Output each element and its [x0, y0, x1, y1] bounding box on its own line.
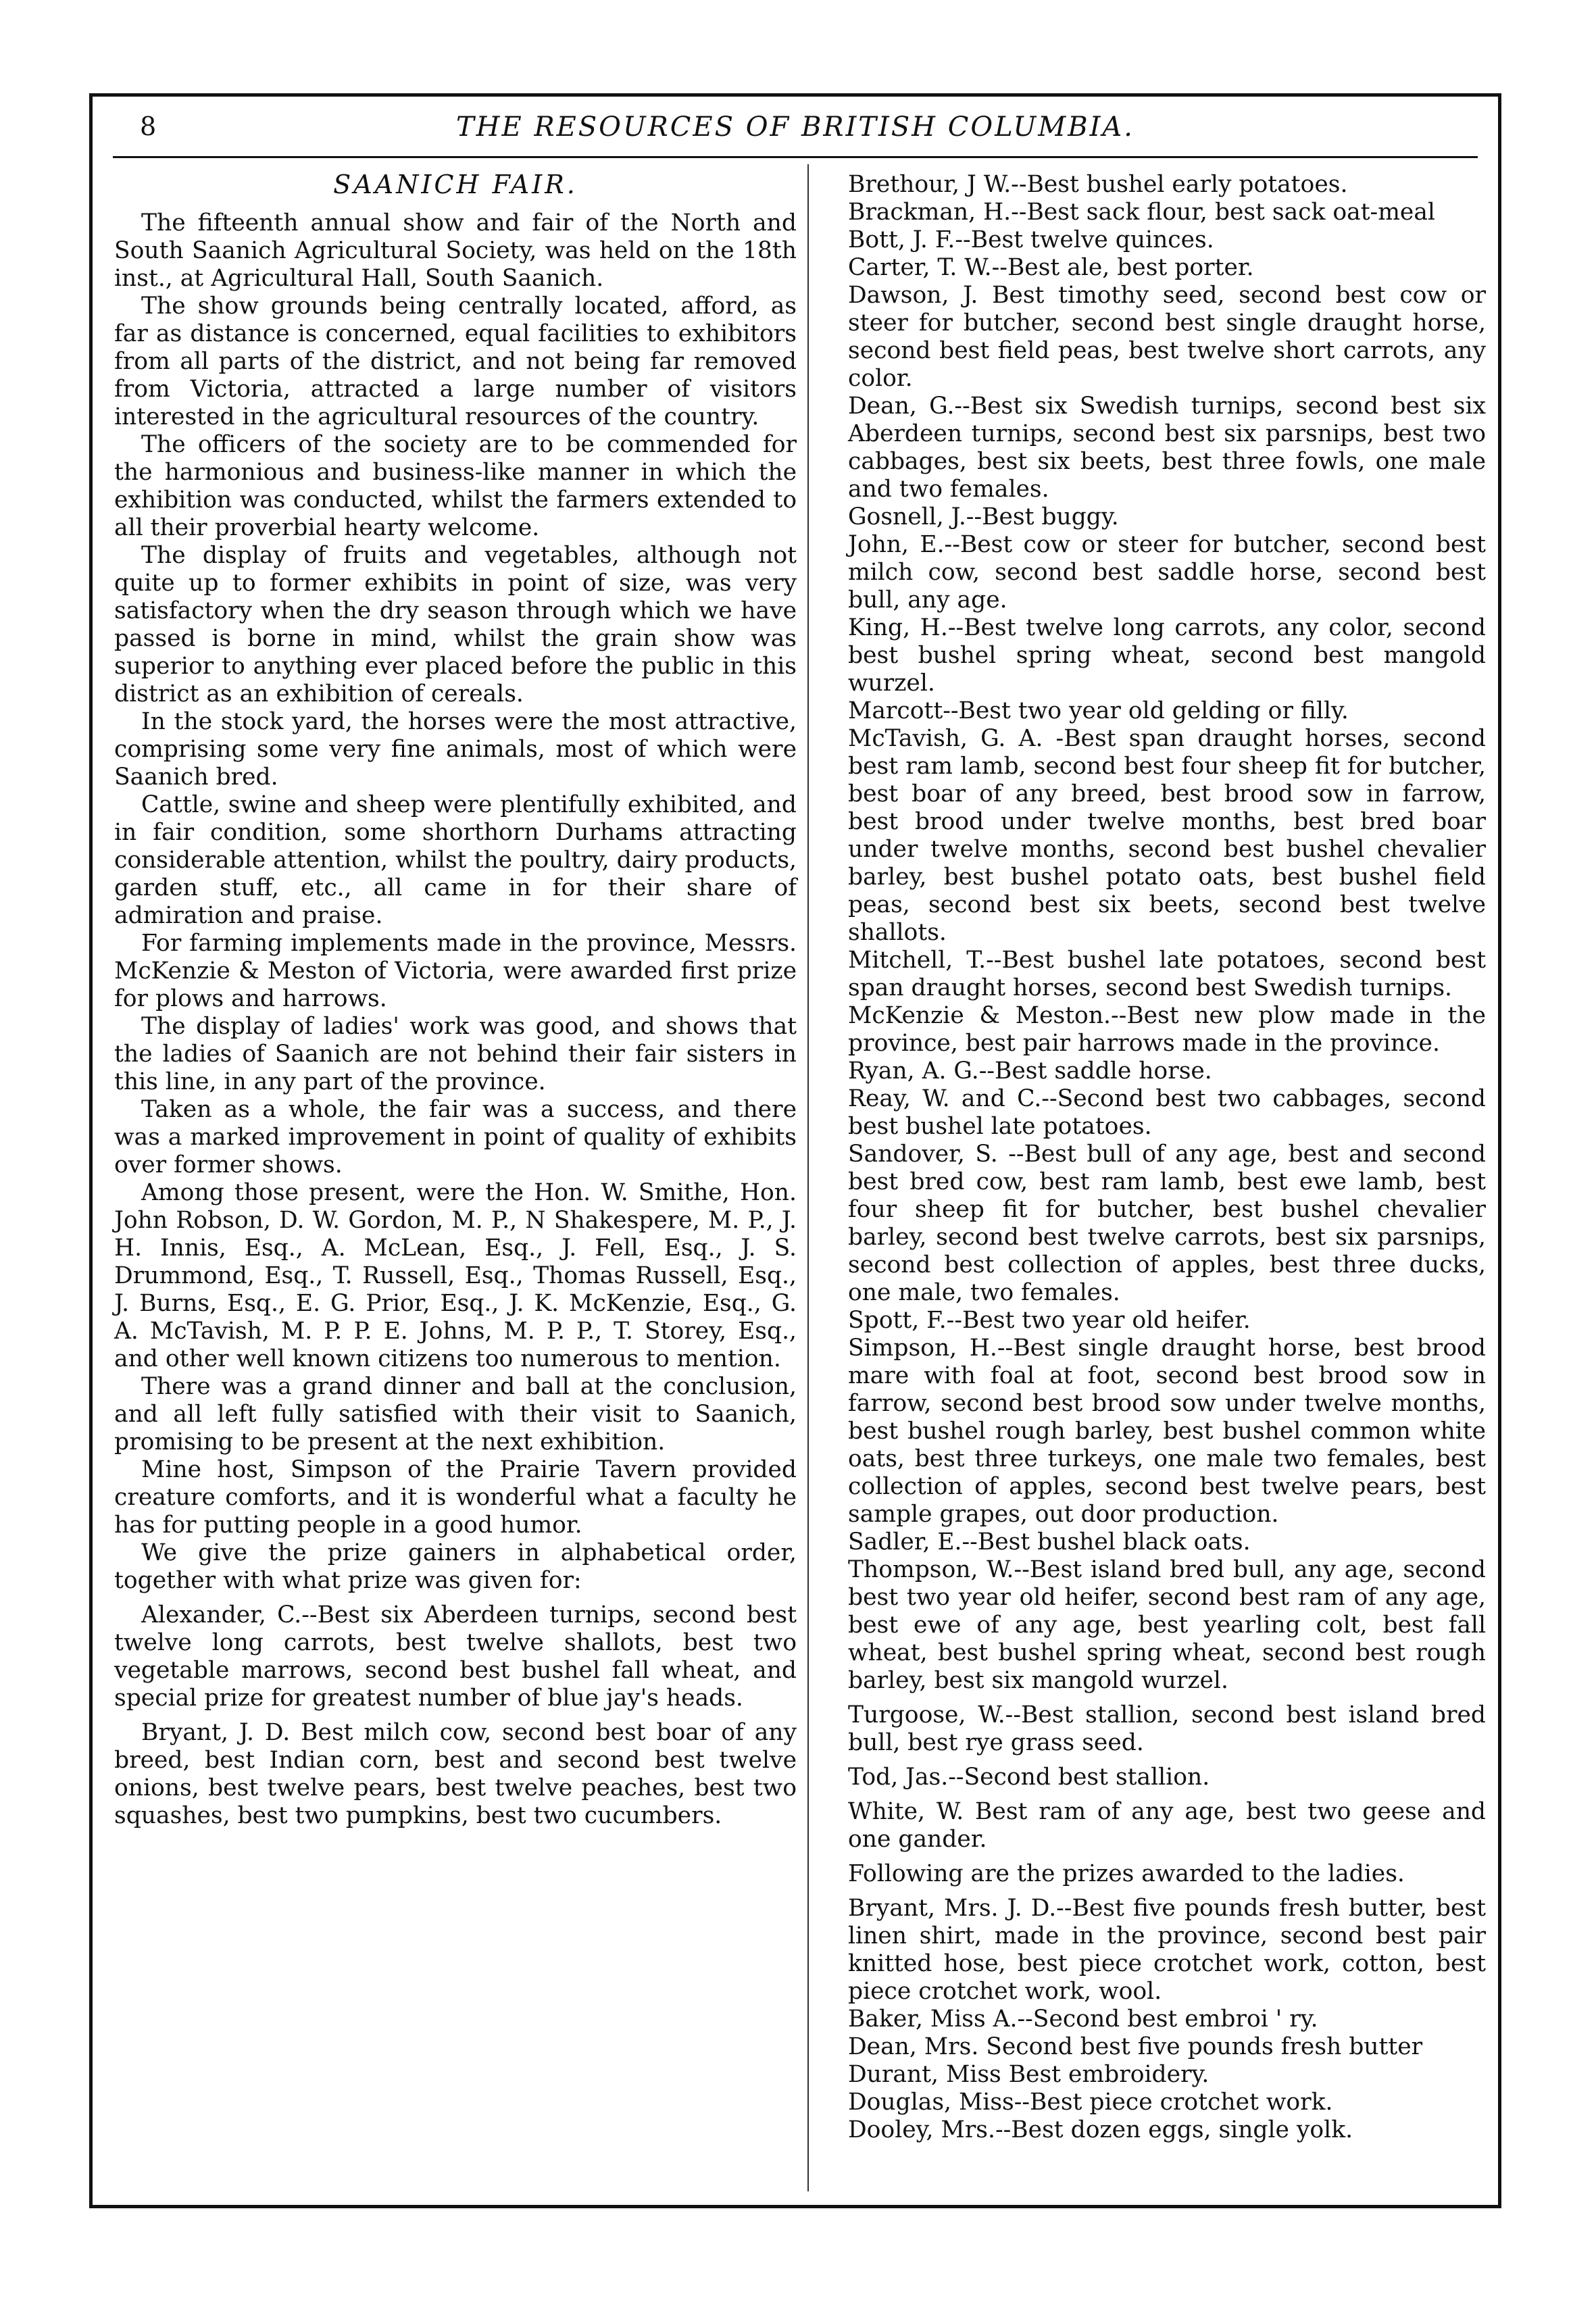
paragraph: The display of fruits and vegetables, although not quite up to former exhibits in point of size, was very satisfactory when the dry season through which we have passed is borne in mind, whilst the grain show was superior to anything ever placed before the public in this district as an exhibition of cereals.: [114, 542, 797, 707]
paragraph: The show grounds being centrally located, afford, as far as distance is concerned, equal facilities to exhibitors from all parts of the district, and not being far removed from Victoria, attracted a large number of visitors interested in the agricultural resources of the country.: [114, 293, 797, 430]
prize-entry: Mitchell, T.--Best bushel late potatoes, second best span draught horses, second best Swedish turnips.: [848, 947, 1486, 1001]
prize-entry: King, H.--Best twelve long carrots, any color, second best bushel spring wheat, second best mangold wurzel.: [848, 614, 1486, 697]
prize-entry: Turgoose, W.--Best stallion, second best island bred bull, best rye grass seed.: [848, 1701, 1486, 1756]
paragraph: The fifteenth annual show and fair of the North and South Saanich Agricultural Society, was held on the 18th inst., at Agricultural Hall, South Saanich.: [114, 209, 797, 292]
prize-entry: McTavish, G. A. -Best span draught horses, second best ram lamb, second best four sheep fit for butcher, best boar of any breed, best brood sow in farrow, best brood under twelve months, best bred boar under twelve months, second best bushel chevalier barley, best bushel potato oats, best bushel field peas, second best six beets, second best twelve shallots.: [848, 725, 1486, 946]
paragraph: The officers of the society are to be commended for the harmonious and business-like manner in which the exhibition was conducted, whilst the farmers extended to all their proverbial hearty welcome.: [114, 431, 797, 541]
prize-entry: Bryant, Mrs. J. D.--Best five pounds fresh butter, best linen shirt, made in the province, second best pair knitted hose, best piece crotchet work, cotton, best piece crotchet work, wool.: [848, 1895, 1486, 2005]
prize-entry: Bryant, J. D. Best milch cow, second best boar of any breed, best Indian corn, best and second best twelve onions, best twelve pears, best twelve peaches, best two squashes, best two pumpkins, best two cucumbers.: [114, 1719, 797, 1829]
prize-entry: Durant, Miss Best embroidery.: [848, 2061, 1210, 2088]
prize-entry: John, E.--Best cow or steer for butcher, second best milch cow, second best saddle horse, second best bull, any age.: [848, 531, 1486, 614]
paragraph: Among those present, were the Hon. W. Smithe, Hon. John Robson, D. W. Gordon, M. P., N Shakespere, M. P., J. H. Innis, Esq., A. McLean, Esq., J. Fell, Esq., J. S. Drummond, Esq., T. Russell, Esq., Thomas Russell, Esq., J. Burns, Esq., E. G. Prior, Esq., J. K. McKenzie, Esq., G. A. McTavish, M. P. P. E. Johns, M. P. P., T. Storey, Esq., and other well known citizens too numerous to mention.: [114, 1179, 797, 1372]
prize-entry: Gosnell, J.--Best buggy.: [848, 503, 1119, 530]
page-header: [113, 109, 1478, 149]
prize-entry: Dawson, J. Best timothy seed, second best cow or steer for butcher, second best single draught horse, second best field peas, best twelve short carrots, any color.: [848, 282, 1486, 392]
paragraph: Taken as a whole, the fair was a success, and there was a marked improvement in point of quality of exhibits over former shows.: [114, 1096, 797, 1178]
newspaper-page: [89, 93, 1501, 2208]
prize-entry: Sadler, E.--Best bushel black oats.: [848, 1528, 1251, 1556]
prize-entry: Dean, G.--Best six Swedish turnips, second best six Aberdeen turnips, second best six parsnips, best two cabbages, best six beets, best three fowls, one male and two females.: [848, 393, 1486, 503]
article-title: SAANICH FAIR.: [333, 170, 578, 199]
prize-entry: Thompson, W.--Best island bred bull, any age, second best two year old heifer, second best ram of any age, best ewe of any age, best yearling colt, best fall wheat, best bushel spring wheat, second best rough barley, best six mangold wurzel.: [848, 1556, 1486, 1694]
section-intro: Following are the prizes awarded to the ladies.: [848, 1860, 1405, 1887]
prize-entry: Dean, Mrs. Second best five pounds fresh butter: [848, 2033, 1423, 2060]
page-number: 8: [140, 111, 157, 141]
prize-entry: Sandover, S. --Best bull of any age, best and second best bred cow, best ram lamb, best ewe lamb, best four sheep fit for butcher, best bushel chevalier barley, second best twelve carrots, best six parsnips, second best collection of apples, best three ducks, one male, two females.: [848, 1141, 1486, 1306]
column-divider: [807, 164, 809, 2191]
prize-entry: Baker, Miss A.--Second best embroi ' ry.: [848, 2006, 1318, 2033]
prize-entry: Brethour, J W.--Best bushel early potatoes.: [848, 171, 1348, 198]
prize-entry: Alexander, C.--Best six Aberdeen turnips, second best twelve long carrots, best twelve shallots, best two vegetable marrows, second best bushel fall wheat, and special prize for greatest number of blue jay's heads.: [114, 1601, 797, 1712]
prize-entry: Bott, J. F.--Best twelve quinces.: [848, 226, 1214, 253]
prize-entry: Simpson, H.--Best single draught horse, best brood mare with foal at foot, second best brood sow in farrow, second best brood sow under twelve months, best bushel rough barley, best bushel common white oats, best three turkeys, one male two females, best collection of apples, second best twelve pears, best sample grapes, out door production.: [848, 1335, 1486, 1528]
prize-entry: McKenzie & Meston.--Best new plow made in the province, best pair harrows made in the province.: [848, 1002, 1486, 1057]
paragraph: For farming implements made in the province, Messrs. McKenzie & Meston of Victoria, were awarded first prize for plows and harrows.: [114, 930, 797, 1012]
prize-entry: Dooley, Mrs.--Best dozen eggs, single yolk.: [848, 2116, 1353, 2143]
paragraph: We give the prize gainers in alphabetical order, together with what prize was given for:: [114, 1539, 797, 1594]
paragraph: Mine host, Simpson of the Prairie Tavern provided creature comforts, and it is wonderful what a faculty he has for putting people in a good humor.: [114, 1456, 797, 1539]
paragraph: In the stock yard, the horses were the most attractive, comprising some very fine animals, most of which were Saanich bred.: [114, 708, 797, 791]
prize-entry: Douglas, Miss--Best piece crotchet work.: [848, 2089, 1333, 2116]
prize-entry: Reay, W. and C.--Second best two cabbages, second best bushel late potatoes.: [848, 1085, 1486, 1140]
left-column: [114, 171, 797, 2191]
running-title: THE RESOURCES OF BRITISH COLUMBIA.: [455, 111, 1135, 143]
header-rule: [113, 156, 1478, 158]
paragraph: Cattle, swine and sheep were plentifully exhibited, and in fair condition, some shorthorn Durhams attracting considerable attention, whilst the poultry, dairy products, garden stuff, etc., all came in for their share of admiration and praise.: [114, 791, 797, 929]
prize-entry: Spott, F.--Best two year old heifer.: [848, 1307, 1251, 1334]
prize-entry: White, W. Best ram of any age, best two geese and one gander.: [848, 1798, 1486, 1853]
prize-entry: Brackman, H.--Best sack flour, best sack oat-meal: [848, 199, 1435, 226]
prize-entry: Ryan, A. G.--Best saddle horse.: [848, 1058, 1212, 1085]
prize-entry: Carter, T. W.--Best ale, best porter.: [848, 254, 1254, 281]
paragraph: The display of ladies' work was good, and shows that the ladies of Saanich are not behind their fair sisters in this line, in any part of the province.: [114, 1013, 797, 1095]
prize-entry: Tod, Jas.--Second best stallion.: [848, 1764, 1210, 1791]
prize-entry: Marcott--Best two year old gelding or filly.: [848, 697, 1349, 724]
paragraph: There was a grand dinner and ball at the conclusion, and all left fully satisfied with their visit to Saanich, promising to be present at the next exhibition.: [114, 1373, 797, 1456]
right-column: [824, 171, 1486, 2191]
